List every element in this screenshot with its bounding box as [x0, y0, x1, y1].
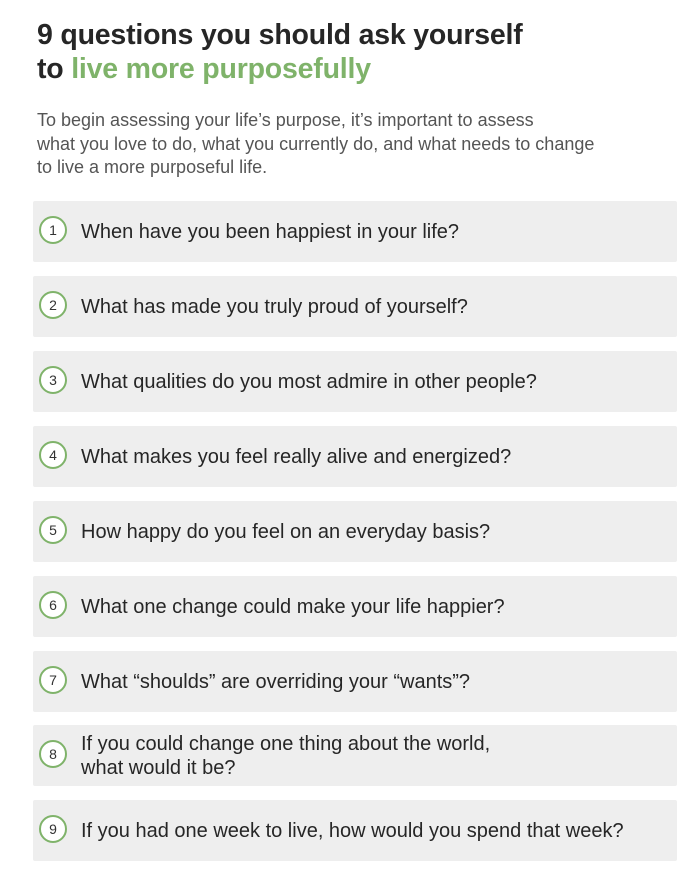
question-number-badge: 2 — [39, 291, 67, 319]
question-text-line: If you had one week to live, how would you spend that week? — [81, 819, 624, 842]
question-text-line: What has made you truly proud of yourself? — [81, 295, 468, 318]
question-text-line: What one change could make your life happier? — [81, 595, 505, 618]
question-text — [81, 276, 673, 337]
question-text-line: What qualities do you most admire in other people? — [81, 370, 537, 393]
intro-line-2: what you love to do, what you currently do, and what needs to change — [37, 133, 595, 154]
question-text — [81, 351, 673, 412]
question-card-7 — [33, 651, 677, 712]
question-text-line-2: what would it be? — [81, 756, 236, 779]
title-line-1: 9 questions you should ask yourself — [37, 19, 523, 51]
title-line-2-prefix: to — [37, 53, 72, 85]
question-card-6 — [33, 576, 677, 637]
question-text — [81, 501, 673, 562]
question-text-line: How happy do you feel on an everyday basis? — [81, 520, 491, 543]
question-text-line: What “shoulds” are overriding your “wants”? — [81, 670, 471, 693]
question-number-badge: 7 — [39, 666, 67, 694]
intro-line-3: to live a more purposeful life. — [37, 157, 268, 177]
question-text — [81, 201, 673, 262]
question-number-badge: 6 — [39, 591, 67, 619]
question-number-badge: 1 — [39, 216, 67, 244]
page-title — [37, 18, 523, 86]
question-text — [81, 651, 673, 712]
intro-line-1: To begin assessing your life’s purpose, it’s important to assess — [37, 110, 534, 130]
question-text — [81, 576, 673, 637]
question-number-badge: 9 — [39, 815, 67, 843]
question-card-1 — [33, 201, 677, 262]
question-number-badge: 5 — [39, 516, 67, 544]
question-card-8 — [33, 725, 677, 786]
question-text-line: What makes you feel really alive and energized? — [81, 445, 512, 468]
title-line-2-accent: live more purposefully — [71, 53, 371, 85]
question-card-3 — [33, 351, 677, 412]
question-number-badge: 8 — [39, 740, 67, 768]
question-text-line: When have you been happiest in your life? — [81, 220, 460, 243]
question-card-5 — [33, 501, 677, 562]
question-text-line-1: If you could change one thing about the world, — [81, 732, 491, 755]
question-number-badge: 3 — [39, 366, 67, 394]
question-text — [81, 800, 673, 861]
question-number-badge: 4 — [39, 441, 67, 469]
question-text — [81, 725, 673, 786]
question-card-9 — [33, 800, 677, 861]
question-text — [81, 426, 673, 487]
question-card-2 — [33, 276, 677, 337]
intro-paragraph — [37, 109, 677, 180]
question-card-4 — [33, 426, 677, 487]
